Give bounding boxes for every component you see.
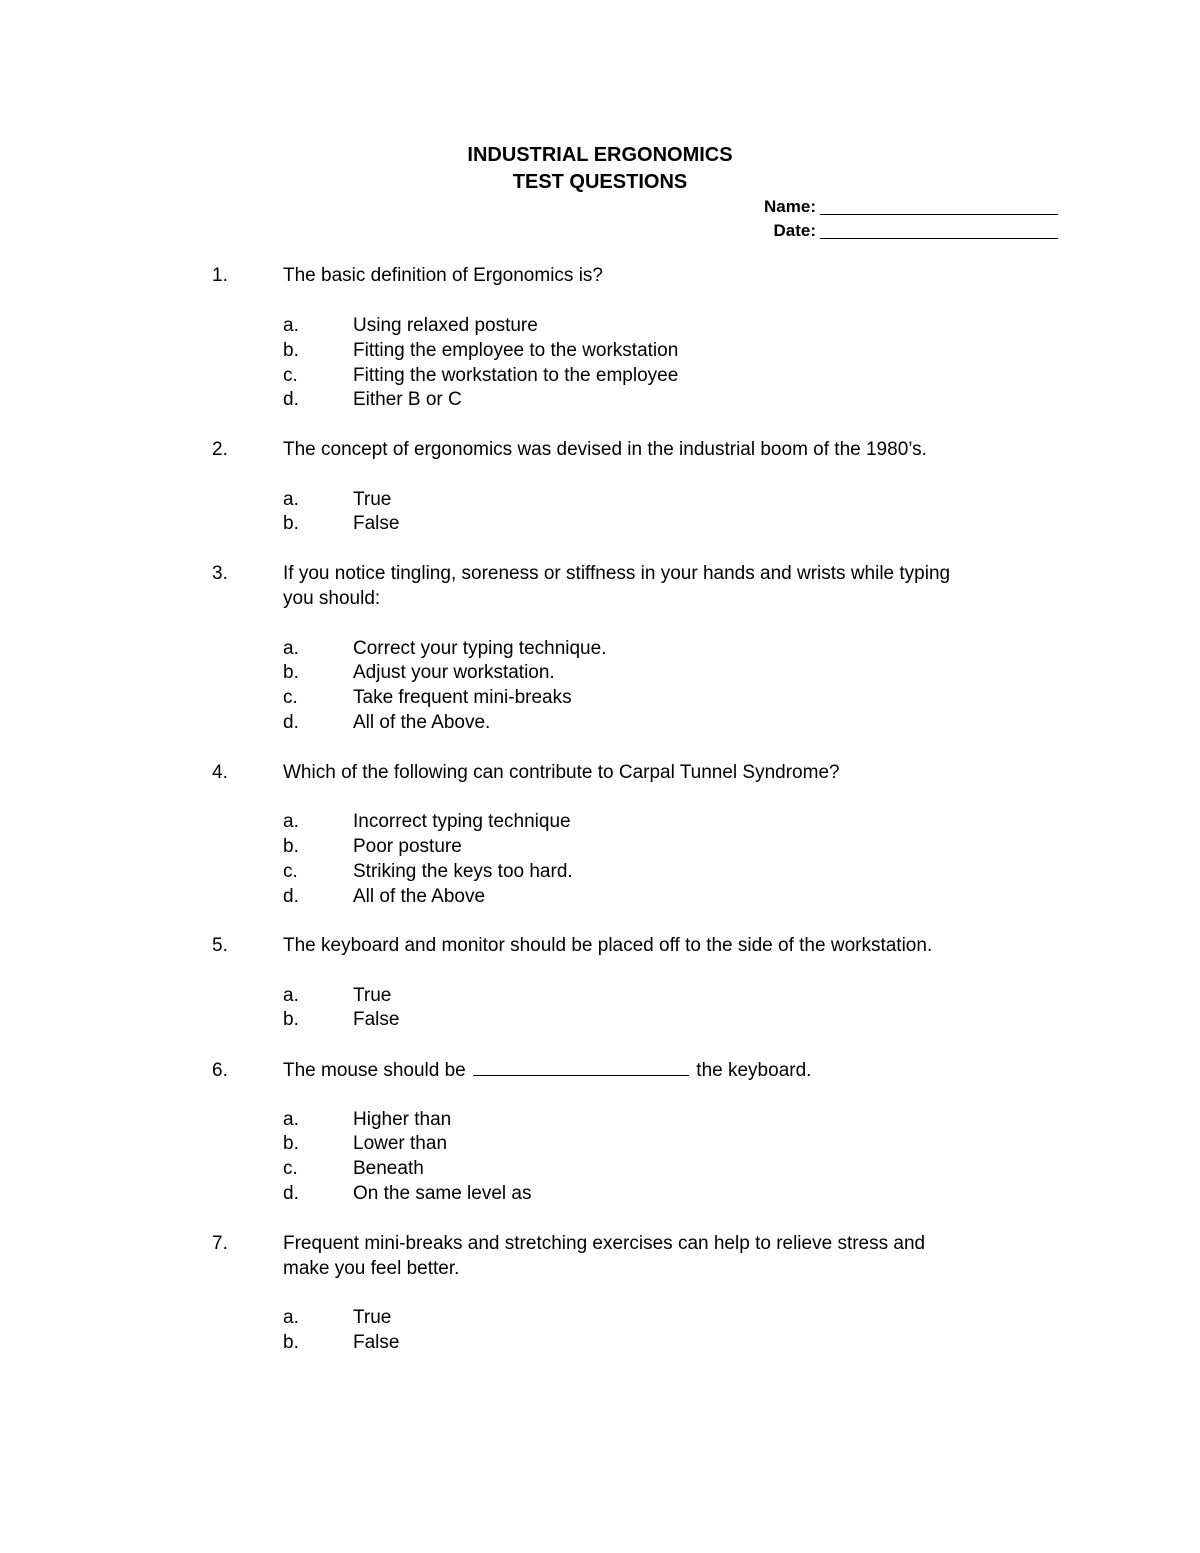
question-text: The concept of ergonomics was devised in the industrial boom of the 1980’s. xyxy=(283,439,927,460)
date-input-line[interactable] xyxy=(820,238,1058,239)
option-text: Adjust your workstation. xyxy=(353,662,555,683)
option-letter: c. xyxy=(283,687,298,708)
question-text-before-blank: The mouse should be xyxy=(283,1060,466,1081)
option-text: True xyxy=(353,985,392,1006)
option-letter: b. xyxy=(283,836,299,857)
option-letter: a. xyxy=(283,638,299,659)
option-letter: d. xyxy=(283,389,299,410)
date-field xyxy=(700,219,1060,243)
option-letter: d. xyxy=(283,886,299,907)
option-text: Lower than xyxy=(353,1133,448,1154)
title-line-1: INDUSTRIAL ERGONOMICS xyxy=(467,144,733,166)
option-letter: b. xyxy=(283,1133,299,1154)
option-text: Correct your typing technique. xyxy=(353,638,607,659)
option-letter: b. xyxy=(283,662,299,683)
question-text-line-1: If you notice tingling, soreness or stiffness in your hands and wrists while typing xyxy=(283,563,951,584)
option-letter: b. xyxy=(283,340,299,361)
option-letter: a. xyxy=(283,489,299,510)
question-text: Which of the following can contribute to Carpal Tunnel Syndrome? xyxy=(283,762,840,783)
option-text: True xyxy=(353,489,392,510)
option-letter: b. xyxy=(283,1332,299,1353)
option-text: On the same level as xyxy=(353,1183,532,1204)
option-letter: b. xyxy=(283,513,299,534)
question-text-after-blank: the keyboard. xyxy=(696,1060,812,1081)
option-letter: b. xyxy=(283,1009,299,1030)
option-letter: a. xyxy=(283,811,299,832)
question-number: 3. xyxy=(212,563,228,584)
question-text-line-2: make you feel better. xyxy=(283,1258,460,1279)
option-text: False xyxy=(353,1332,400,1353)
name-label: Name: xyxy=(764,197,816,216)
option-text: False xyxy=(353,1009,400,1030)
title-line-2: TEST QUESTIONS xyxy=(512,171,688,193)
question-number: 6. xyxy=(212,1060,228,1081)
name-input-line[interactable] xyxy=(820,214,1058,215)
option-text: Fitting the workstation to the employee xyxy=(353,365,679,386)
option-letter: a. xyxy=(283,1109,299,1130)
option-text: Fitting the employee to the workstation xyxy=(353,340,679,361)
option-text: Striking the keys too hard. xyxy=(353,861,573,882)
fill-in-blank[interactable] xyxy=(473,1074,689,1076)
option-text: Poor posture xyxy=(353,836,462,857)
question-number: 5. xyxy=(212,935,228,956)
option-text: Using relaxed posture xyxy=(353,315,538,336)
option-text: Incorrect typing technique xyxy=(353,811,571,832)
option-letter: c. xyxy=(283,365,298,386)
name-field xyxy=(700,195,1060,219)
option-text: Either B or C xyxy=(353,389,462,410)
option-text: Higher than xyxy=(353,1109,452,1130)
option-letter: d. xyxy=(283,712,299,733)
option-letter: c. xyxy=(283,861,298,882)
option-text: False xyxy=(353,513,400,534)
option-letter: d. xyxy=(283,1183,299,1204)
question-number: 1. xyxy=(212,265,228,286)
question-number: 7. xyxy=(212,1233,228,1254)
option-letter: a. xyxy=(283,1307,299,1328)
question-number: 4. xyxy=(212,762,228,783)
option-text: All of the Above. xyxy=(353,712,491,733)
question-text-line-2: you should: xyxy=(283,588,381,609)
question-text xyxy=(283,1058,1063,1083)
question-number: 2. xyxy=(212,439,228,460)
option-text: Take frequent mini-breaks xyxy=(353,687,572,708)
option-text: True xyxy=(353,1307,392,1328)
option-letter: a. xyxy=(283,985,299,1006)
question-text: The basic definition of Ergonomics is? xyxy=(283,265,603,286)
option-letter: a. xyxy=(283,315,299,336)
question-text-line-1: Frequent mini-breaks and stretching exercises can help to relieve stress and xyxy=(283,1233,926,1254)
option-letter: c. xyxy=(283,1158,298,1179)
date-label: Date: xyxy=(773,221,816,240)
option-text: All of the Above xyxy=(353,886,486,907)
option-text: Beneath xyxy=(353,1158,424,1179)
question-text: The keyboard and monitor should be placed off to the side of the workstation. xyxy=(283,935,933,956)
